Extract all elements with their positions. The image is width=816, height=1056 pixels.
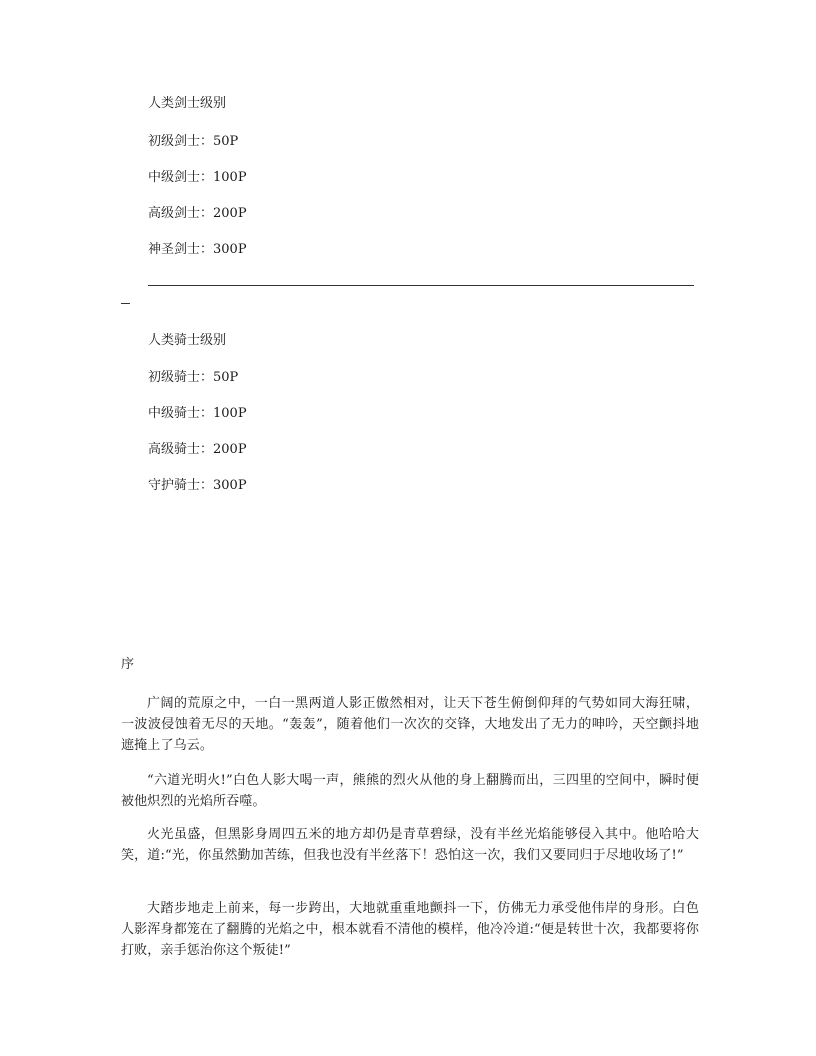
preface-paragraph-1: 广阔的荒原之中，一白一黑两道人影正傲然相对，让天下苍生俯倒仰拜的气势如同大海狂啸，一波波侵蚀着无尽的天地。“轰轰”，随着他们一次次的交锋，大地发出了无力的呻吟，天空颤抖地遮掩上了乌云。 — [121, 696, 699, 753]
preface-paragraph-2: “六道光明火!”白色人影大喝一声，熊熊的烈火从他的身上翻腾而出，三四里的空间中，瞬时便被他炽烈的光焰所吞噬。 — [121, 773, 699, 809]
preface-paragraph-4: 大踏步地走上前来，每一步跨出，大地就重重地颤抖一下，仿佛无力承受他伟岸的身形。白色人影浑身都笼在了翻腾的光焰之中，根本就看不清他的模样，他冷冷道:“便是转世十次，我都要将你打败，亲手惩治你这个叛徒!” — [121, 901, 699, 958]
swordsman-rank-2: 中级剑士：100P — [148, 170, 247, 185]
swordsman-rank-4: 神圣剑士：300P — [148, 242, 247, 257]
swordsman-title: 人类剑士级别 — [148, 96, 227, 111]
preface-paragraph-3: 火光虽盛，但黑影身周四五米的地方却仍是青草碧绿，没有半丝光焰能够侵入其中。他哈哈大笑，道:“光，你虽然勤加苦练，但我也没有半丝落下！恐怕这一次，我们又要同归于尽地收场了!” — [121, 827, 699, 863]
swordsman-rank-1: 初级剑士：50P — [148, 134, 239, 149]
separator-line-tail — [121, 303, 130, 304]
knight-title: 人类骑士级别 — [148, 333, 227, 348]
preface-heading: 序 — [121, 657, 135, 672]
swordsman-rank-3: 高级剑士：200P — [148, 206, 247, 221]
knight-rank-3: 高级骑士：200P — [148, 442, 247, 457]
separator-line — [148, 285, 694, 286]
knight-rank-2: 中级骑士：100P — [148, 406, 247, 421]
knight-rank-1: 初级骑士：50P — [148, 370, 239, 385]
knight-rank-4: 守护骑士：300P — [148, 478, 247, 493]
